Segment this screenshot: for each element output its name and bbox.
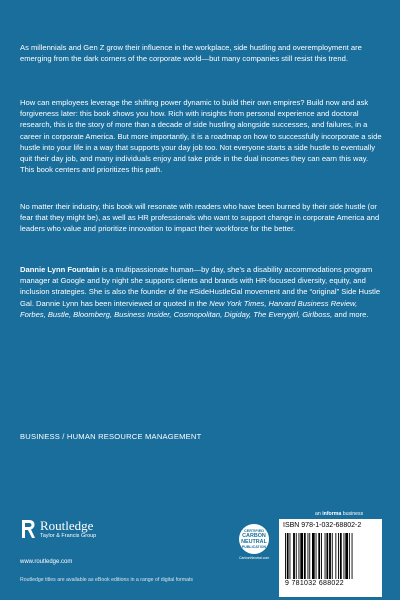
barcode-bar (349, 533, 350, 579)
barcode-bar (345, 533, 348, 579)
publisher-name: Routledge (40, 517, 94, 533)
bio-text: is a multipassionate human—by day, she's a disability accommodations program manager at Google and by night she supports clients and brands with HR-focused diversity, equity, and inclusion strategies. She is also the founder of the #SideHustleGal movement and the “original” Side Hustle Gal. Dannie Lynn has been interviewed or quoted in the (20, 265, 381, 308)
informa-prefix: an (315, 511, 323, 517)
barcode-bar (285, 533, 286, 579)
isbn-barcode (279, 519, 382, 597)
barcode-bar (308, 533, 309, 579)
barcode-icon (283, 533, 378, 579)
barcode-bar (290, 533, 291, 579)
badge-top-text: CERTIFIED (243, 529, 265, 533)
barcode-bar (312, 533, 315, 579)
barcode-bar (344, 533, 345, 579)
author-bio (20, 264, 382, 320)
barcode-bar (338, 533, 339, 579)
publisher-group: Taylor & Francis Group (40, 532, 97, 539)
barcode-bar (340, 533, 342, 579)
badge-middle-text: CARBON NEUTRAL (241, 533, 267, 545)
barcode-bar (309, 533, 310, 579)
intro-paragraph (20, 42, 382, 64)
carbon-neutral-badge (239, 524, 269, 560)
badge-bottom-text: PUBLICATION (241, 545, 267, 549)
barcode-bar (325, 533, 326, 579)
book-category: BUSINESS / HUMAN RESOURCE MANAGEMENT (20, 432, 202, 441)
barcode-bar (329, 533, 331, 579)
paragraph-text: No matter their industry, this book will resonate with readers who have been burned by their side hustle (or fear that they might be), as well as HR professionals who want to support change in corporate America and leaders who value and prioritize innovation to impact their workforce for the better. (20, 202, 380, 234)
description-paragraph (20, 97, 382, 175)
barcode-digits: 9 781032 688022 (285, 580, 344, 587)
barcode-bar (352, 533, 353, 579)
informa-name: informa (322, 511, 342, 517)
barcode-bar (293, 533, 295, 579)
publication-list: New York Times, Harvard Business Review, Forbes, Bustle, Bloomberg, Business Insider, Cosmopolitan, Digiday, The Everygirl, Girlboss, (20, 298, 358, 319)
barcode-bar (296, 533, 297, 579)
barcode-bar (318, 533, 320, 579)
informa-suffix: business (341, 511, 364, 517)
routledge-r-icon (20, 518, 36, 540)
informa-business-label (315, 511, 363, 517)
badge-website: CarbonNeutral.com (239, 556, 270, 560)
bio-text-end: and more. (332, 309, 369, 319)
ebook-note: Routledge titles are available as eBook editions in a range of digital formats (20, 577, 194, 583)
publisher-website: www.routledge.com (20, 559, 73, 565)
carbon-neutral-icon (239, 524, 269, 554)
paragraph-text: How can employees leverage the shifting power dynamic to build their own empires? Build now and ask forgiveness later: this book shows you how. Rich with insights from personal experience and doctoral research, this is the story of more than a decade of side hustling alongside successes, and failures, in a career in corporate America. But more importantly, it is a roadmap on how to successfully incorporate a side hustle into your life in a way that supports your day job too. Not everyone starts a side hustle to eventually quit their day job, and many individuals enjoy and take pride in the dual incomes they can earn this way. This book centers and prioritizes this path. (20, 98, 382, 175)
barcode-bar (335, 533, 336, 579)
barcode-bar (287, 533, 289, 579)
barcode-bar (304, 533, 306, 579)
barcode-bar (332, 533, 333, 579)
barcode-bar (326, 533, 328, 579)
paragraph-text: As millennials and Gen Z grow their influence in the workplace, side hustling and overemployment are emerging from the dark corners of the corporate world—but many companies still resist this trend. (20, 43, 362, 64)
barcode-bar (316, 533, 317, 579)
routledge-wordmark (40, 519, 96, 540)
routledge-logo (20, 518, 96, 540)
isbn-label: ISBN 978-1-032-68802-2 (283, 522, 362, 529)
author-name: Dannie Lynn Fountain (20, 265, 100, 274)
barcode-bar (299, 533, 300, 579)
barcode-bar (300, 533, 303, 579)
barcode-bar (321, 533, 322, 579)
audience-paragraph (20, 201, 382, 235)
